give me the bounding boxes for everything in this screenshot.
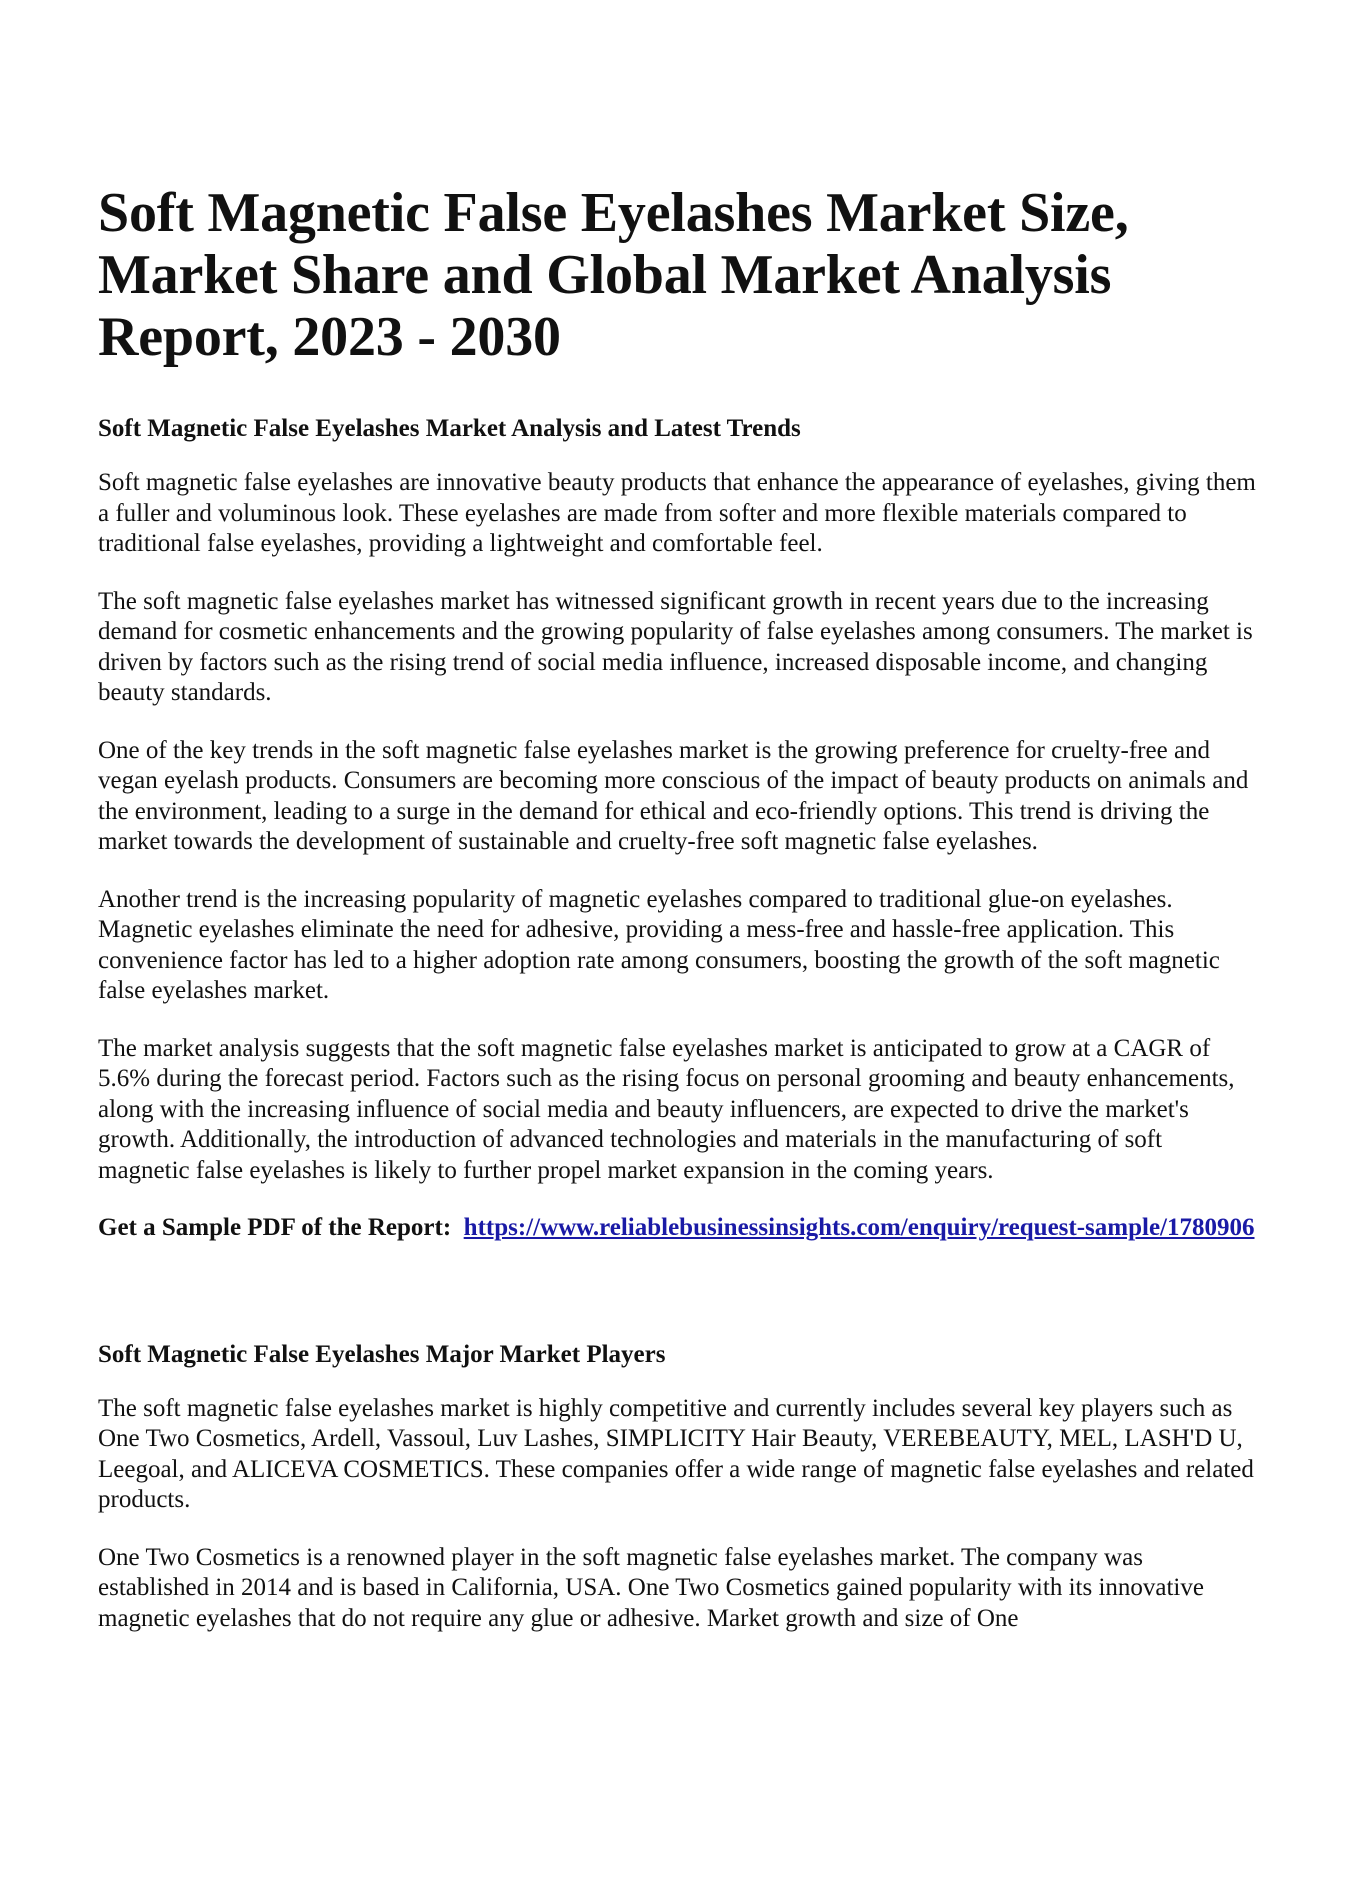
paragraph: The market analysis suggests that the soft magnetic false eyelashes market is anticipated to grow at a CAGR of 5.6% during the forecast period. Factors such as the rising focus on personal grooming and beauty enhancements, along with the increasing influence of social media and beauty influencers, are expected to drive the market's growth. Additionally, the introduction of advanced technologies and materials in the manufacturing of soft magnetic false eyelashes is likely to further propel market expansion in the coming years. bbox=[98, 1034, 1235, 1184]
section-heading-trends: Soft Magnetic False Eyelashes Market Analysis and Latest Trends bbox=[98, 415, 801, 442]
paragraph: One Two Cosmetics is a renowned player in the soft magnetic false eyelashes market. The company was established in 2014 and is based in California, USA. One Two Cosmetics gained popularity with its innovative magnetic eyelashes that do not require any glue or adhesive. Market growth and size of One bbox=[98, 1543, 1204, 1632]
paragraph: The soft magnetic false eyelashes market has witnessed significant growth in recent years due to the increasing demand for cosmetic enhancements and the growing popularity of false eyelashes among consumers. The market is driven by factors such as the rising trend of social media influence, increased disposable income, and changing beauty standards. bbox=[98, 587, 1253, 706]
document-page bbox=[98, 182, 1258, 1661]
sample-pdf-line bbox=[98, 1213, 1258, 1244]
paragraph: The soft magnetic false eyelashes market is highly competitive and currently includes several key players such as One Two Cosmetics, Ardell, Vassoul, Luv Lashes, SIMPLICITY Hair Beauty, VEREBEAUTY, MEL, LASH'D U, Leegoal, and ALICEVA COSMETICS. These companies offer a wide range of magnetic false eyelashes and related products. bbox=[98, 1394, 1254, 1513]
paragraph: Soft magnetic false eyelashes are innovative beauty products that enhance the appearance of eyelashes, giving them a fuller and voluminous look. These eyelashes are made from softer and more flexible materials compared to traditional false eyelashes, providing a lightweight and comfortable feel. bbox=[98, 469, 1256, 557]
document-title: Soft Magnetic False Eyelashes Market Size, Market Share and Global Market Analysis Report, 2023 - 2030 bbox=[98, 182, 1129, 368]
sample-pdf-link[interactable]: https://www.reliablebusinessinsights.com/enquiry/request-sample/1780906 bbox=[463, 1214, 1255, 1241]
paragraph: One of the key trends in the soft magnetic false eyelashes market is the growing preference for cruelty-free and vegan eyelash products. Consumers are becoming more conscious of the impact of beauty products on animals and the environment, leading to a surge in the demand for ethical and eco-friendly options. This trend is driving the market towards the development of sustainable and cruelty-free soft magnetic false eyelashes. bbox=[98, 736, 1249, 855]
section-heading-players: Soft Magnetic False Eyelashes Major Market Players bbox=[98, 1340, 666, 1368]
sample-pdf-label: Get a Sample PDF of the Report: bbox=[98, 1214, 452, 1241]
paragraph: Another trend is the increasing popularity of magnetic eyelashes compared to traditional glue-on eyelashes. Magnetic eyelashes eliminate the need for adhesive, providing a mess-free and hassle-free application. This convenience factor has led to a higher adoption rate among consumers, boosting the growth of the soft magnetic false eyelashes market. bbox=[98, 885, 1220, 1004]
